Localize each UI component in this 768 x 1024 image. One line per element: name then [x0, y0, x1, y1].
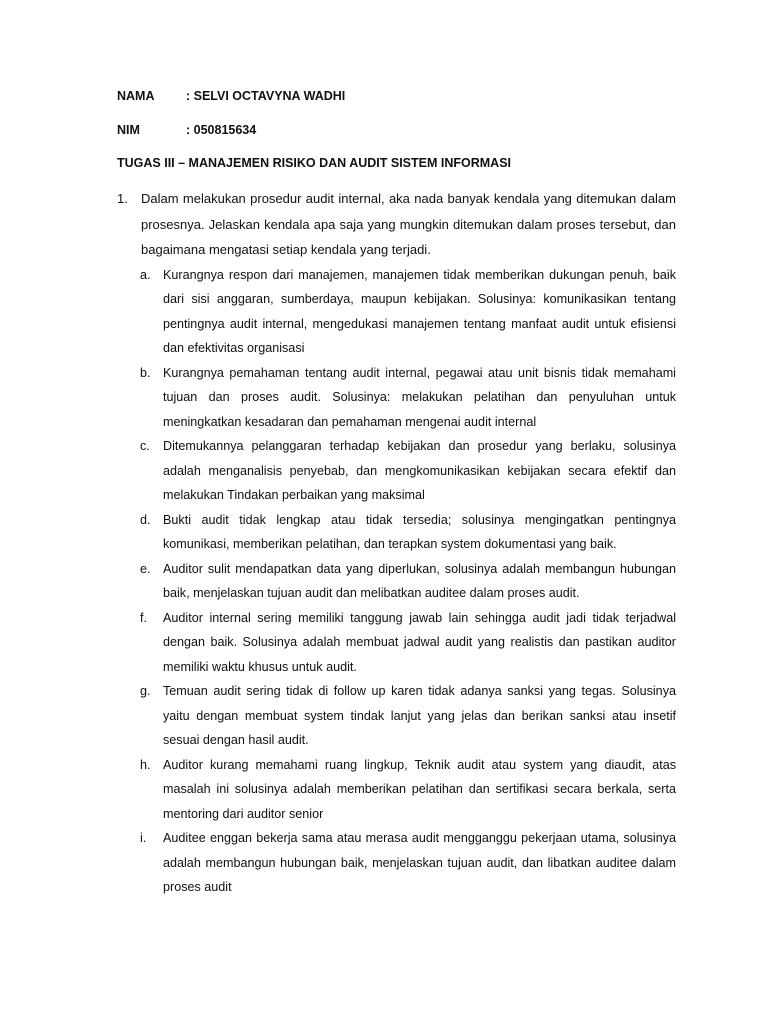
name-value: : SELVI OCTAVYNA WADHI — [186, 89, 346, 103]
answer-marker: d. — [140, 512, 151, 527]
question-text: Dalam melakukan prosedur audit internal, aka nada banyak kendala yang ditemukan dalam prosesnya. Jelaskan kendala apa saja yang mungkin ditemukan dalam proses tersebut, dan bagaimana mengatasi setiap kendala yang terjadi. — [141, 191, 676, 257]
answer-item-h — [117, 753, 676, 827]
answer-item-i — [117, 826, 676, 900]
answer-item-g — [117, 679, 676, 753]
answer-item-e — [117, 557, 676, 606]
answer-item-a — [117, 263, 676, 361]
answer-item-b — [117, 361, 676, 435]
nim-row — [117, 122, 256, 138]
answer-marker: h. — [140, 757, 151, 772]
answer-text: Temuan audit sering tidak di follow up karen tidak adanya sanksi yang tegas. Solusinya yaitu dengan membuat system tindak lanjut yang jelas dan berikan sanksi atau insetif sesuai dengan hasil audit. — [163, 684, 676, 747]
answer-text: Auditor internal sering memiliki tanggung jawab lain sehingga audit jadi tidak terjadwal dengan baik. Solusinya adalah membuat jadwal audit yang realistis dan pastikan auditor memiliki waktu khusus untuk audit. — [163, 610, 676, 674]
nim-value: : 050815634 — [186, 123, 257, 137]
answer-text: Kurangnya pemahaman tentang audit internal, pegawai atau unit bisnis tidak memahami tujuan dan proses audit. Solusinya: melakukan pelatihan dan penyuluhan untuk meningkatkan kesadaran dan pemahaman mengenai audit internal — [163, 365, 676, 429]
answer-item-d — [117, 508, 676, 557]
answer-item-f — [117, 606, 676, 680]
answer-list — [117, 263, 676, 900]
answer-marker: b. — [140, 365, 151, 380]
answer-text: Auditor sulit mendapatkan data yang diperlukan, solusinya adalah membangun hubungan baik, menjelaskan tujuan audit dan melibatkan auditee dalam proses audit. — [163, 561, 676, 600]
answer-text: Kurangnya respon dari manajemen, manajemen tidak memberikan dukungan penuh, baik dari sisi anggaran, sumberdaya, maupun kebijakan. Solusinya: komunikasikan tentang pentingnya audit internal, mengedukasi manajemen tentang manfaat audit untuk efisiensi dan efektivitas organisasi — [163, 267, 676, 355]
answer-marker: a. — [140, 267, 151, 282]
answer-marker: c. — [140, 439, 150, 453]
answer-marker: e. — [140, 561, 151, 576]
answer-marker: g. — [140, 684, 151, 698]
answer-item-c — [117, 434, 676, 508]
assignment-title: TUGAS III – MANAJEMEN RISIKO DAN AUDIT SISTEM INFORMASI — [117, 156, 512, 170]
answer-text: Ditemukannya pelanggaran terhadap kebijakan dan prosedur yang berlaku, solusinya adalah menganalisis penyebab, dan mengkomunikasikan kebijakan secara efektif dan melakukan Tindakan perbaikan yang maksimal — [163, 439, 676, 502]
name-row — [117, 88, 345, 104]
question-number: 1. — [117, 191, 128, 206]
nim-label: NIM — [117, 123, 140, 137]
name-label: NAMA — [117, 89, 155, 103]
answer-text: Auditee enggan bekerja sama atau merasa audit mengganggu pekerjaan utama, solusinya adalah membangun hubungan baik, menjelaskan tujuan audit, dan libatkan auditee dalam proses audit — [163, 831, 676, 894]
answer-text: Auditor kurang memahami ruang lingkup, Teknik audit atau system yang diaudit, atas masalah ini solusinya adalah memberikan pelatihan dan sertifikasi secara berkala, serta mentoring dari auditor senior — [163, 757, 676, 821]
question-block — [117, 186, 676, 900]
answer-marker: f. — [140, 610, 147, 625]
answer-marker: i. — [140, 831, 147, 845]
answer-text: Bukti audit tidak lengkap atau tidak tersedia; solusinya mengingatkan pentingnya komunikasi, memberikan pelatihan, dan terapkan system dokumentasi yang baik. — [163, 512, 676, 551]
